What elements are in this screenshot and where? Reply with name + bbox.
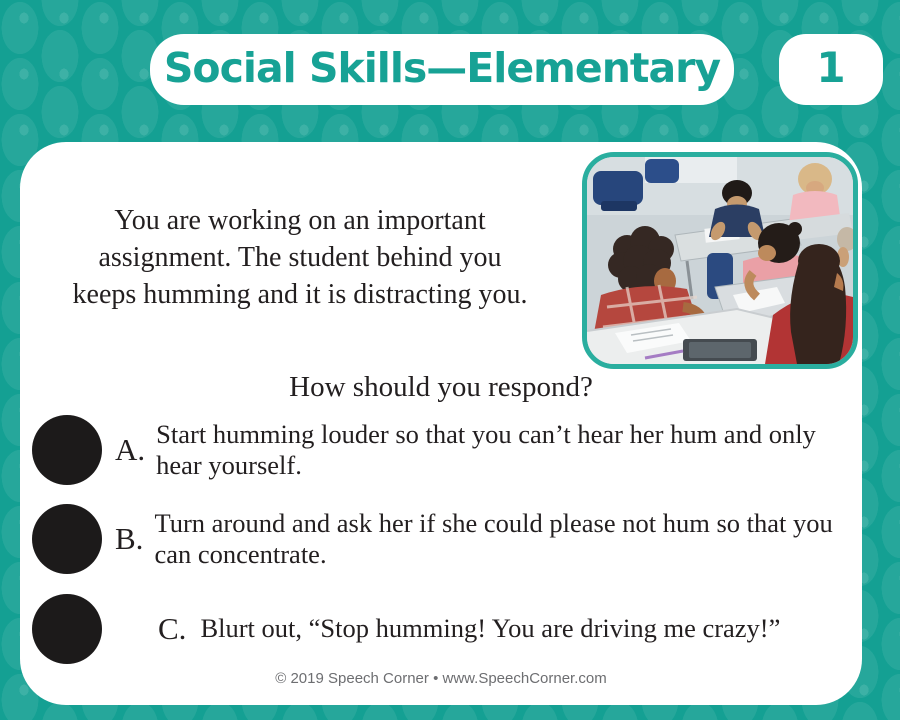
card-number: 1 [816, 43, 846, 92]
option-b-letter: B. [115, 521, 144, 556]
scenario-line: You are working on an important [114, 205, 486, 236]
card-number-badge [779, 34, 883, 105]
option-b-text: Turn around and ask her if she could please not hum so that you can concentrate. [154, 507, 833, 569]
option-c-letter: C. [158, 611, 187, 646]
option-a-bullet-circle [32, 415, 102, 485]
option-c-bullet-circle [32, 594, 102, 664]
title-pill [150, 34, 734, 105]
option-b-bullet-circle [32, 504, 102, 574]
scenario-line: assignment. The student behind you [98, 242, 502, 273]
classroom-photo-illustration [587, 157, 853, 364]
page-title: Social Skills—Elementary [163, 43, 721, 92]
option-a-letter: A. [115, 432, 146, 467]
copyright-footer: © 2019 Speech Corner • www.SpeechCorner.com [275, 670, 607, 687]
option-row-a [32, 415, 856, 485]
option-c-text: Blurt out, “Stop humming! You are driving me crazy!” [200, 613, 781, 644]
classroom-photo [582, 152, 858, 369]
question-text: How should you respond? [289, 371, 593, 403]
option-a-text: Start humming louder so that you can’t hear her hum and only hear yourself. [156, 418, 816, 480]
scenario-card [20, 142, 862, 705]
scenario-line: keeps humming and it is distracting you. [72, 279, 528, 310]
scenario-text [26, 202, 574, 313]
option-row-c [32, 594, 780, 664]
option-row-b [32, 504, 854, 574]
